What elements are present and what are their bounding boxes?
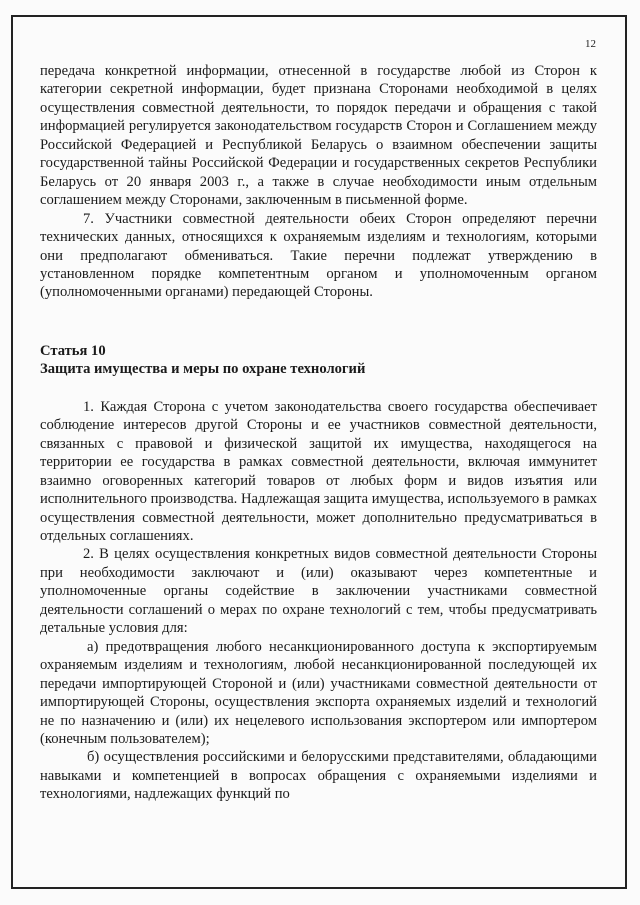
paragraph-continuation: передача конкретной информации, отнесенной в государстве любой из Сторон к категории секретной информации, будет признана Сторонами необходимой в целях осуществления совместной деятельности, то порядок передачи и обращения с такой информацией регулируется законодательством государств Сторон и Соглашением между Российской Федерацией и Республикой Беларусь о взаимном обеспечении защиты государственной тайны Российской Федерации и государственных секретов Республики Беларусь от 20 января 2003 г., а также в случае необходимости иным отдельным соглашением между Сторонами, заключенным в письменной форме.: [40, 63, 597, 209]
spacer: [40, 379, 597, 398]
subparagraph-a: а) предотвращения любого несанкционированного доступа к экспортируемым охраняемым изделиям и технологиям, любой несанкционированной последующей их передачи импортирующей Стороной и (или) участниками совместной деятельности от импортирующей Стороны, осуществления экспорта охраняемых изделий и технологий не по назначению и (или) их нецелевого использования экспортером или импортером (конечным пользователем);: [40, 638, 597, 747]
page-number: 12: [585, 38, 596, 50]
paragraph-1: 1. Каждая Сторона с учетом законодательства своего государства обеспечивает соблюдение интересов другой Стороны и ее участников совместной деятельности, связанных с правовой и физической защитой их имущества, находящегося на территории ее государства в рамках совместной деятельности, включая иммунитет взаимно оговоренных категорий товаров от любых форм и видов изъятия или исполнительного производства. Надлежащая защита имущества, используемого в рамках осуществления совместной деятельности, может дополнительно предусматриваться в отдельных соглашениях.: [40, 398, 597, 544]
document-body: [40, 62, 597, 804]
paragraph-2: 2. В целях осуществления конкретных видов совместной деятельности Стороны при необходимости заключают и (или) оказывают через компетентные и уполномоченные органы содействие в заключении участниками совместной деятельности соглашений о мерах по охране технологий с тем, чтобы предусматривать детальные условия для:: [40, 546, 597, 637]
spacer: [40, 302, 597, 342]
article-subtitle: Защита имущества и меры по охране технологий: [40, 361, 366, 378]
article-title: Статья 10: [40, 342, 106, 359]
subparagraph-b: б) осуществления российскими и белорусскими представителями, обладающими навыками и компетенцией в вопросах обращения с охраняемыми изделиями и технологиями, надлежащих функций по: [40, 749, 597, 803]
paragraph-7: 7. Участники совместной деятельности обеих Сторон определяют перечни технических данных, относящихся к охраняемым изделиям и технологиям, которыми они предполагают обмениваться. Такие перечни подлежат утверждению в установленном порядке компетентным органом и уполномоченным органом (уполномоченными органами) передающей Стороны.: [40, 210, 597, 301]
